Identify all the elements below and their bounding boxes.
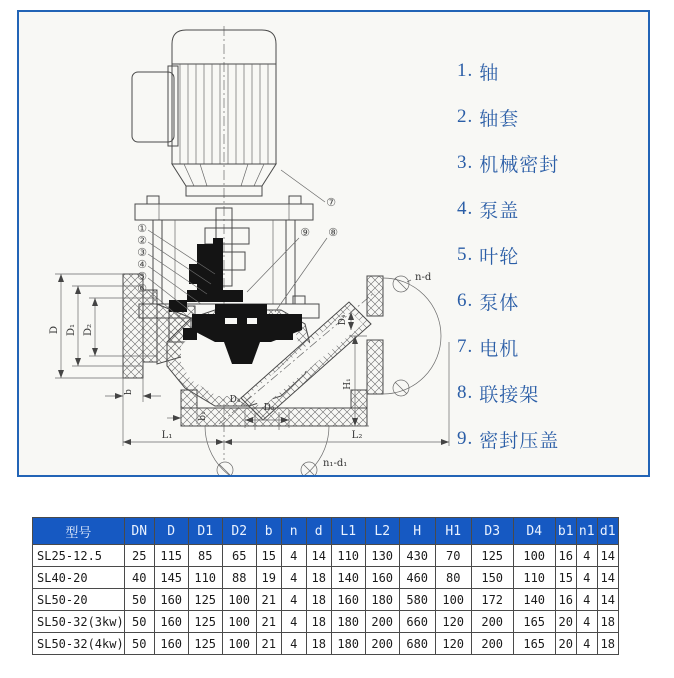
parts-list — [457, 48, 559, 462]
callout-8: ⑧ — [328, 226, 338, 239]
spec-cell: 50 — [124, 633, 154, 655]
spec-cell: 100 — [513, 545, 555, 567]
spec-cell: 4 — [281, 567, 306, 589]
spec-cell: 100 — [222, 589, 256, 611]
spec-cell: 110 — [331, 545, 365, 567]
spec-cell: 125 — [188, 633, 222, 655]
spec-cell: 125 — [188, 589, 222, 611]
part-number: 1. — [457, 60, 474, 81]
spec-row — [33, 545, 619, 567]
spec-col-header: L1 — [331, 518, 365, 545]
spec-cell: 21 — [256, 633, 281, 655]
dim-L2: L₂ — [351, 430, 363, 441]
spec-cell: 18 — [306, 611, 331, 633]
spec-col-header: n1 — [576, 518, 597, 545]
parts-list-item — [457, 416, 559, 462]
part-number: 7. — [457, 336, 474, 357]
bottom-flange-front-view — [205, 426, 329, 475]
spec-cell: 160 — [331, 589, 365, 611]
spec-table — [32, 517, 619, 655]
spec-cell: 15 — [256, 545, 281, 567]
spec-cell: 460 — [399, 567, 435, 589]
spec-cell: 4 — [576, 567, 597, 589]
spec-col-header: D3 — [471, 518, 513, 545]
spec-cell: 172 — [471, 589, 513, 611]
callout-6: ⑥ — [137, 282, 147, 295]
spec-cell: 4 — [576, 589, 597, 611]
spec-cell: 165 — [513, 611, 555, 633]
parts-list-item — [457, 232, 559, 278]
part-number: 3. — [457, 152, 474, 173]
spec-col-header: D4 — [513, 518, 555, 545]
spec-cell: 4 — [576, 545, 597, 567]
spec-cell: 140 — [331, 567, 365, 589]
spec-cell: 85 — [188, 545, 222, 567]
parts-list-item — [457, 324, 559, 370]
spec-cell: 100 — [222, 633, 256, 655]
spec-cell: 160 — [154, 633, 188, 655]
spec-cell: 21 — [256, 611, 281, 633]
spec-cell: 14 — [306, 545, 331, 567]
spec-cell: 160 — [154, 589, 188, 611]
spec-cell: 14 — [597, 545, 618, 567]
part-label: 电机 — [479, 338, 520, 360]
dim-D1: D₁ — [66, 323, 77, 337]
parts-list-item — [457, 186, 559, 232]
spec-cell: 18 — [597, 611, 618, 633]
spec-row — [33, 611, 619, 633]
spec-cell: 180 — [331, 611, 365, 633]
spec-cell: 660 — [399, 611, 435, 633]
spec-cell: 4 — [281, 589, 306, 611]
part-label: 轴 — [479, 62, 500, 84]
spec-col-header: D — [154, 518, 188, 545]
spec-cell: 430 — [399, 545, 435, 567]
pump-sectional-drawing — [19, 12, 459, 475]
spec-cell: 145 — [154, 567, 188, 589]
callout-4: ④ — [137, 258, 147, 271]
label-n-d: n-d — [415, 272, 432, 283]
spec-cell: 180 — [331, 633, 365, 655]
spec-cell: 19 — [256, 567, 281, 589]
model-cell: SL50-20 — [33, 589, 125, 611]
dim-b: b — [124, 389, 134, 395]
label-n1-d1: n₁-d₁ — [323, 458, 348, 469]
spec-col-header: DN — [124, 518, 154, 545]
spec-cell: 200 — [365, 611, 399, 633]
dim-D2: D₂ — [83, 323, 94, 337]
spec-cell: 100 — [222, 611, 256, 633]
spec-col-header: n — [281, 518, 306, 545]
spec-cell: 21 — [256, 589, 281, 611]
dim-L1: L₁ — [161, 430, 173, 441]
spec-cell: 200 — [365, 633, 399, 655]
spec-cell: 180 — [365, 589, 399, 611]
spec-row — [33, 633, 619, 655]
parts-list-item — [457, 140, 559, 186]
part-label: 叶轮 — [479, 246, 520, 268]
side-flange-front-view — [383, 276, 441, 396]
part-number: 2. — [457, 106, 474, 127]
spec-cell: 65 — [222, 545, 256, 567]
spec-cell: 14 — [597, 589, 618, 611]
spec-row — [33, 567, 619, 589]
spec-cell: 88 — [222, 567, 256, 589]
diagram-panel — [17, 10, 650, 477]
spec-cell: 4 — [281, 633, 306, 655]
spec-cell: 120 — [435, 633, 471, 655]
spec-cell: 50 — [124, 589, 154, 611]
spec-cell: 120 — [435, 611, 471, 633]
spec-cell: 20 — [555, 633, 576, 655]
spec-cell: 4 — [281, 611, 306, 633]
spec-cell: 160 — [154, 611, 188, 633]
spec-cell: 165 — [513, 633, 555, 655]
spec-cell: 40 — [124, 567, 154, 589]
callout-9: ⑨ — [300, 226, 310, 239]
spec-cell: 115 — [154, 545, 188, 567]
spec-header-row — [33, 518, 619, 545]
spec-cell: 580 — [399, 589, 435, 611]
model-cell: SL50-32(4kw) — [33, 633, 125, 655]
spec-col-header: L2 — [365, 518, 399, 545]
callout-1: ① — [137, 222, 147, 235]
spec-cell: 200 — [471, 611, 513, 633]
spec-col-header: D2 — [222, 518, 256, 545]
callout-2: ② — [137, 234, 147, 247]
parts-list-item — [457, 278, 559, 324]
dim-D4-bottom: D₄ — [229, 395, 241, 405]
dim-H1: H₁ — [343, 378, 353, 390]
callout-3: ③ — [137, 246, 147, 259]
parts-list-item — [457, 370, 559, 416]
dim-D4-right: D₄ — [338, 314, 348, 326]
spec-cell: 680 — [399, 633, 435, 655]
spec-cell: 18 — [306, 633, 331, 655]
spec-cell: 18 — [306, 567, 331, 589]
spec-cell: 70 — [435, 545, 471, 567]
spec-cell: 125 — [471, 545, 513, 567]
part-number: 6. — [457, 290, 474, 311]
spec-cell: 16 — [555, 545, 576, 567]
terminal-box — [132, 66, 178, 146]
spec-cell: 14 — [597, 567, 618, 589]
spec-col-header: d1 — [597, 518, 618, 545]
spec-cell: 110 — [188, 567, 222, 589]
model-cell: SL40-20 — [33, 567, 125, 589]
part-number: 5. — [457, 244, 474, 265]
spec-col-header: H1 — [435, 518, 471, 545]
dim-D3-bottom: D₃ — [263, 403, 275, 413]
spec-col-header: H — [399, 518, 435, 545]
part-label: 机械密封 — [479, 154, 560, 176]
dim-D: D — [49, 325, 60, 335]
spec-cell: 160 — [365, 567, 399, 589]
part-label: 泵体 — [479, 292, 520, 314]
spec-cell: 130 — [365, 545, 399, 567]
spec-cell: 110 — [513, 567, 555, 589]
spec-cell: 100 — [435, 589, 471, 611]
spec-cell: 20 — [555, 611, 576, 633]
spec-row — [33, 589, 619, 611]
spec-cell: 4 — [576, 633, 597, 655]
spec-cell: 200 — [471, 633, 513, 655]
spec-cell: 4 — [281, 545, 306, 567]
spec-col-header: 型号 — [33, 518, 125, 545]
part-label: 联接架 — [479, 384, 540, 406]
part-label: 轴套 — [479, 108, 520, 130]
model-cell: SL25-12.5 — [33, 545, 125, 567]
motor — [132, 30, 276, 196]
part-label: 密封压盖 — [479, 430, 560, 452]
parts-list-item — [457, 48, 559, 94]
part-number: 8. — [457, 382, 474, 403]
spec-cell: 80 — [435, 567, 471, 589]
parts-list-item — [457, 94, 559, 140]
dim-b1: b₁ — [198, 411, 208, 421]
spec-cell: 15 — [555, 567, 576, 589]
spec-cell: 18 — [306, 589, 331, 611]
spec-cell: 125 — [188, 611, 222, 633]
callout-5: ⑤ — [137, 270, 147, 283]
spec-cell: 50 — [124, 611, 154, 633]
part-number: 4. — [457, 198, 474, 219]
spec-cell: 25 — [124, 545, 154, 567]
spec-col-header: d — [306, 518, 331, 545]
spec-cell: 150 — [471, 567, 513, 589]
spec-cell: 18 — [597, 633, 618, 655]
model-cell: SL50-32(3kw) — [33, 611, 125, 633]
spec-col-header: b — [256, 518, 281, 545]
part-label: 泵盖 — [479, 200, 520, 222]
callout-7: ⑦ — [326, 196, 336, 209]
spec-cell: 4 — [576, 611, 597, 633]
spec-col-header: D1 — [188, 518, 222, 545]
spec-cell: 16 — [555, 589, 576, 611]
part-number: 9. — [457, 428, 474, 449]
spec-col-header: b1 — [555, 518, 576, 545]
spec-cell: 140 — [513, 589, 555, 611]
